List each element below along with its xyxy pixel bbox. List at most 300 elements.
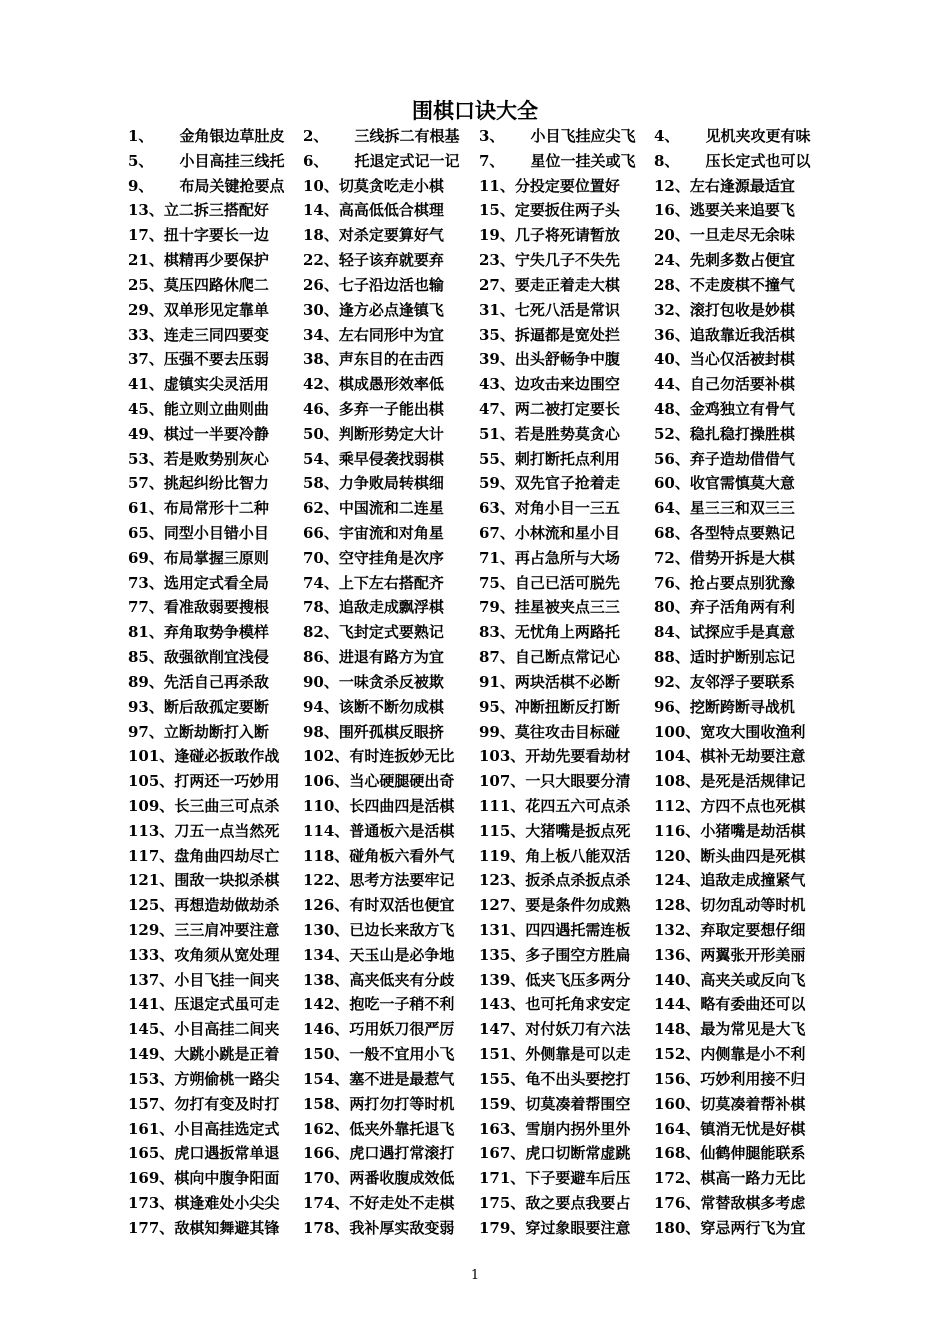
proverb-number: 69、 [128,548,164,567]
proverb-item [128,620,303,645]
proverb-number: 124、 [654,871,701,890]
proverb-text: 仙鹤伸腿能联系 [700,1144,806,1163]
proverb-number: 60、 [654,474,690,493]
proverb-item [128,943,303,968]
proverb-item [128,670,303,695]
proverb-number: 169、 [128,1169,175,1188]
proverb-text: 同型小目错小目 [163,524,269,542]
proverb-text: 立断劫断打入断 [163,722,269,741]
proverb-text: 碰角板六看外气 [349,846,455,865]
proverb-number: 12、 [654,176,690,195]
proverb-item [303,198,479,223]
proverb-item [303,397,479,422]
proverb-number: 48、 [654,399,690,418]
proverb-number: 116、 [654,821,701,840]
proverb-item [479,943,654,968]
proverb-text: 收官需慎莫大意 [689,474,795,493]
proverb-text: 飞封定式要熟记 [338,623,444,642]
proverb-item [654,1042,824,1067]
proverb-number: 160、 [654,1094,701,1113]
proverb-text: 外侧靠是可以走 [525,1045,631,1064]
proverb-number: 102、 [303,747,350,766]
proverb-item [479,1092,654,1117]
proverb-number: 39、 [479,350,515,369]
proverb-number: 30、 [303,300,339,319]
proverb-number: 131、 [479,921,526,939]
proverb-number: 24、 [654,251,690,270]
proverb-item [303,595,479,620]
proverb-text: 不走废棋不撞气 [689,275,795,294]
proverb-number: 71、 [479,548,515,567]
proverb-number: 21、 [128,251,164,270]
proverb-number: 58、 [303,474,339,493]
proverb-text: 布局关键抢要点 [179,176,285,195]
proverb-text: 小目高挂二间夹 [174,1020,280,1039]
proverb-item [654,1141,824,1166]
proverb-number: 29、 [128,300,164,319]
proverb-text: 长四曲四是活棋 [349,796,455,815]
proverb-item [303,174,479,199]
proverb-item [654,521,824,546]
proverb-item [479,819,654,844]
proverb-text: 棋过一半要冷静 [163,424,269,443]
proverb-item [654,447,824,472]
proverb-item [128,1141,303,1166]
proverb-text: 追敌靠近我活棋 [689,325,795,344]
proverb-number: 173、 [128,1193,175,1212]
proverb-item [128,968,303,993]
proverb-item [654,1117,824,1142]
proverb-item [128,720,303,745]
proverb-number: 65、 [128,524,164,542]
proverb-item [479,844,654,869]
proverb-number: 125、 [128,896,175,915]
proverb-text: 切莫贪吃走小棋 [338,176,444,195]
proverb-text: 攻角须从宽处理 [174,945,280,964]
proverb-number: 143、 [479,995,526,1014]
proverb-text: 小目飞挂一间夹 [174,970,280,989]
proverb-text: 两翼张开形美丽 [700,945,806,964]
proverb-number: 105、 [128,772,175,791]
proverb-number: 46、 [303,399,339,418]
proverb-number: 158、 [303,1094,350,1113]
proverb-number: 86、 [303,648,339,667]
proverb-number: 52、 [654,424,690,443]
proverb-text: 已边长来敌方飞 [349,921,455,939]
proverb-number: 117、 [128,846,175,865]
proverb-number: 31、 [479,300,515,319]
proverb-item [654,1092,824,1117]
proverb-number: 61、 [128,499,164,518]
proverb-item [654,769,824,794]
proverb-text: 雪崩内拐外里外 [525,1119,631,1138]
proverb-item [479,546,654,571]
proverb-item [654,323,824,348]
proverb-item [479,720,654,745]
proverb-number: 72、 [654,548,690,567]
proverb-text: 各型特点要熟记 [689,524,795,542]
proverb-number: 40、 [654,350,690,369]
proverb-item [654,397,824,422]
proverb-item [128,844,303,869]
proverb-number: 107、 [479,772,526,791]
proverb-item [303,868,479,893]
proverb-text: 方四不点也死棋 [700,796,806,815]
proverb-text: 切莫凑着帮围空 [525,1094,631,1113]
proverb-text: 对杀定要算好气 [338,226,444,245]
proverb-text: 借势开拆是大棋 [689,548,795,567]
proverb-number: 70、 [303,548,339,567]
proverb-text: 高高低低合棋理 [338,201,444,220]
proverb-number: 9、 [128,176,154,195]
proverb-item [303,645,479,670]
proverb-text: 高夹关或反向飞 [700,970,806,989]
proverb-item [479,868,654,893]
proverb-item [128,347,303,372]
proverb-number: 126、 [303,896,350,915]
proverb-item [654,298,824,323]
proverb-number: 1、 [128,127,154,145]
proverb-text: 当心硬腿硬出奇 [349,772,455,791]
proverb-item [654,670,824,695]
proverb-text: 托退定式记一记 [354,151,460,170]
proverb-text: 见机夹攻更有味 [705,127,811,145]
proverb-text: 扭十字要长一边 [163,226,269,245]
proverb-item [303,1141,479,1166]
proverb-item [128,1017,303,1042]
proverb-text: 略有委曲还可以 [700,995,806,1014]
proverb-number: 75、 [479,573,515,592]
proverb-text: 切勿乱动等时机 [700,896,806,915]
proverb-text: 三线拆二有根基 [354,127,460,145]
proverb-text: 若是胜势莫贪心 [514,424,620,443]
proverb-item [128,1067,303,1092]
document-title: 围棋口诀大全 [412,98,538,123]
proverb-text: 穿过象眼要注意 [525,1218,631,1237]
proverb-number: 36、 [654,325,690,344]
proverb-item [303,992,479,1017]
proverb-item [128,323,303,348]
proverb-text: 天玉山是必争地 [349,945,455,964]
proverb-item [303,248,479,273]
proverb-text: 宁失几子不失先 [514,251,620,270]
proverb-item [303,844,479,869]
proverb-text: 莫压四路休爬二 [163,275,269,294]
proverb-number: 167、 [479,1144,526,1163]
proverb-item [654,844,824,869]
proverb-item [654,372,824,397]
proverb-text: 压退定式虽可走 [174,995,280,1014]
proverb-item [303,149,479,174]
proverb-item [128,372,303,397]
proverb-item [128,571,303,596]
proverb-text: 龟不出头要挖打 [525,1069,631,1088]
proverb-item [303,471,479,496]
proverb-number: 146、 [303,1020,350,1039]
proverb-text: 对角小目一三五 [514,499,620,518]
proverb-item [479,521,654,546]
proverb-text: 棋高一路力无比 [700,1169,806,1188]
proverb-number: 162、 [303,1119,350,1138]
proverb-text: 棋补无劫要注意 [700,747,806,766]
proverb-number: 133、 [128,945,175,964]
proverb-number: 67、 [479,524,515,542]
proverb-item [479,645,654,670]
proverb-item [479,347,654,372]
proverb-text: 拆逼都是宽处拦 [514,325,620,344]
proverb-item [479,968,654,993]
proverb-number: 179、 [479,1218,526,1237]
proverb-item [128,769,303,794]
proverb-text: 低夹外靠托退飞 [349,1119,455,1138]
proverb-text: 连走三同四要变 [163,325,269,344]
proverb-number: 121、 [128,871,175,890]
proverb-number: 89、 [128,672,164,691]
proverb-number: 112、 [654,796,701,815]
proverb-item [128,149,303,174]
proverb-number: 166、 [303,1144,350,1163]
proverb-text: 星三三和双三三 [689,499,795,518]
proverb-number: 148、 [654,1020,701,1039]
proverb-text: 能立则立曲则曲 [163,399,269,418]
proverb-text: 再想造劫做劫杀 [174,896,280,915]
proverb-item [479,1042,654,1067]
proverb-number: 76、 [654,573,690,592]
proverb-number: 122、 [303,871,350,890]
proverb-item [303,918,479,943]
proverb-item [654,819,824,844]
proverb-text: 该断不断勿成棋 [338,697,444,716]
proverb-number: 8、 [654,151,680,170]
proverb-text: 莫往攻击目标碰 [514,722,620,741]
proverb-item [479,496,654,521]
proverb-number: 83、 [479,623,515,642]
proverb-text: 塞不进是最惹气 [349,1069,455,1088]
proverb-number: 144、 [654,995,701,1014]
proverb-text: 两块活棋不必断 [514,672,620,691]
proverb-number: 94、 [303,697,339,716]
proverb-text: 压长定式也可以 [705,151,811,170]
proverb-text: 逃要关来追要飞 [689,201,795,220]
proverb-item [303,695,479,720]
proverb-number: 49、 [128,424,164,443]
proverb-text: 内侧靠是小不利 [700,1045,806,1064]
proverb-text: 金角银边草肚皮 [179,127,285,145]
proverb-item [479,670,654,695]
proverb-number: 145、 [128,1020,175,1039]
proverb-number: 114、 [303,821,350,840]
proverb-text: 若是败势别灰心 [163,449,269,468]
proverb-text: 敌之要点我要占 [525,1193,631,1212]
proverb-item [479,893,654,918]
proverb-text: 断头曲四是死棋 [700,846,806,865]
proverb-number: 177、 [128,1218,175,1237]
proverb-number: 78、 [303,598,339,617]
proverb-text: 力争败局转棋细 [338,474,444,493]
proverb-item [128,422,303,447]
proverb-item [479,1117,654,1142]
proverb-item [479,992,654,1017]
proverb-number: 64、 [654,499,690,518]
proverb-number: 92、 [654,672,690,691]
proverb-item [303,1017,479,1042]
proverb-item [303,794,479,819]
proverb-text: 友邻浮子要联系 [689,672,795,691]
proverb-text: 刺打断托点利用 [514,449,620,468]
proverb-item [303,273,479,298]
proverb-text: 对付妖刀有六法 [525,1020,631,1039]
proverb-item [303,819,479,844]
proverb-item [303,546,479,571]
proverb-item [303,769,479,794]
proverb-text: 我补厚实敌变弱 [349,1218,455,1237]
proverb-item [303,1092,479,1117]
proverb-text: 镇消无忧是好棋 [700,1119,806,1138]
proverb-list [128,124,824,1241]
proverb-item [303,670,479,695]
proverb-item [303,521,479,546]
proverb-number: 151、 [479,1045,526,1064]
proverb-text: 定要扳住两子头 [514,201,620,220]
proverb-item [479,794,654,819]
proverb-item [303,720,479,745]
proverb-text: 选用定式看全局 [163,573,269,592]
proverb-number: 11、 [479,176,515,195]
proverb-number: 32、 [654,300,690,319]
proverb-number: 139、 [479,970,526,989]
proverb-item [654,422,824,447]
proverb-item [303,620,479,645]
proverb-text: 四四遇托需连板 [525,921,631,939]
proverb-text: 穿忌两行飞为宜 [700,1218,806,1237]
proverb-text: 追敌走成撞紧气 [700,871,806,890]
proverb-text: 虎口遇打常滚打 [349,1144,455,1163]
proverb-number: 77、 [128,598,164,617]
proverb-text: 大跳小跳是正着 [174,1045,280,1064]
proverb-number: 16、 [654,201,690,220]
proverb-item [303,496,479,521]
proverb-item [479,298,654,323]
proverb-number: 136、 [654,945,701,964]
proverb-text: 稳扎稳打操胜棋 [689,424,795,443]
proverb-number: 99、 [479,722,515,741]
proverb-text: 压强不要去压弱 [163,350,269,369]
proverb-number: 170、 [303,1169,350,1188]
proverb-text: 抢占要点别犹豫 [689,573,795,592]
proverb-item [303,943,479,968]
proverb-text: 双先官子抢着走 [514,474,620,493]
proverb-text: 切莫凑着帮补棋 [700,1094,806,1113]
proverb-number: 53、 [128,449,164,468]
proverb-text: 下子要避车后压 [525,1169,631,1188]
proverb-text: 一只大眼要分清 [525,772,631,791]
proverb-number: 2、 [303,127,329,145]
proverb-text: 立二拆三搭配好 [163,201,269,220]
proverb-number: 73、 [128,573,164,592]
proverb-item [654,868,824,893]
proverb-item [654,1017,824,1042]
proverb-item [128,819,303,844]
proverb-text: 勿打有变及时打 [174,1094,280,1113]
proverb-number: 37、 [128,350,164,369]
proverb-item [303,298,479,323]
proverb-item [654,149,824,174]
proverb-number: 96、 [654,697,690,716]
proverb-text: 空守挂角是次序 [338,548,444,567]
proverb-number: 34、 [303,325,339,344]
proverb-text: 打两还一巧妙用 [174,772,280,791]
proverb-item [479,1017,654,1042]
proverb-text: 上下左右搭配齐 [338,573,444,592]
proverb-text: 虎口遇扳常单退 [174,1144,280,1163]
proverb-item [303,893,479,918]
proverb-text: 虎口切断常虚跳 [525,1144,631,1163]
proverb-number: 113、 [128,821,175,840]
proverb-number: 57、 [128,474,164,493]
proverb-item [479,1216,654,1241]
proverb-number: 82、 [303,623,339,642]
proverb-item [128,273,303,298]
proverb-text: 要走正着走大棋 [514,275,620,294]
proverb-item [654,347,824,372]
proverb-item [128,223,303,248]
proverb-item [654,273,824,298]
proverb-text: 冲断扭断反打断 [514,697,620,716]
proverb-item [654,893,824,918]
proverb-number: 157、 [128,1094,175,1113]
proverb-number: 81、 [128,623,164,642]
proverb-item [654,918,824,943]
proverb-item [654,124,824,149]
proverb-text: 两打勿打等时机 [349,1094,455,1113]
proverb-text: 围歼孤棋反眼挤 [338,722,444,741]
proverb-number: 156、 [654,1069,701,1088]
proverb-item [479,422,654,447]
proverb-item [479,372,654,397]
proverb-number: 62、 [303,499,339,518]
proverb-number: 101、 [128,747,175,766]
proverb-item [303,1042,479,1067]
proverb-item [128,447,303,472]
proverb-number: 87、 [479,648,515,667]
proverb-item [128,298,303,323]
proverb-text: 左右逢源最适宜 [689,176,795,195]
proverb-item [479,1141,654,1166]
proverb-text: 左右同形中为宜 [338,325,444,344]
proverb-number: 95、 [479,697,515,716]
proverb-text: 一味贪杀反被欺 [338,672,444,691]
proverb-number: 25、 [128,275,164,294]
proverb-text: 小猪嘴是劫活棋 [700,821,806,840]
proverb-number: 159、 [479,1094,526,1113]
proverb-number: 97、 [128,722,164,741]
proverb-item [128,893,303,918]
proverb-text: 星位一挂关或飞 [530,151,636,170]
proverb-item [479,1067,654,1092]
proverb-text: 自己已活可脱先 [514,573,620,592]
proverb-number: 120、 [654,846,701,865]
proverb-number: 161、 [128,1119,175,1138]
proverb-number: 50、 [303,424,339,443]
proverb-item [654,248,824,273]
proverb-item [479,124,654,149]
proverb-text: 普通板六是活棋 [349,821,455,840]
proverb-text: 大猪嘴是扳点死 [525,821,631,840]
proverb-item [128,198,303,223]
proverb-item [128,744,303,769]
proverb-number: 142、 [303,995,350,1014]
proverb-item [303,422,479,447]
